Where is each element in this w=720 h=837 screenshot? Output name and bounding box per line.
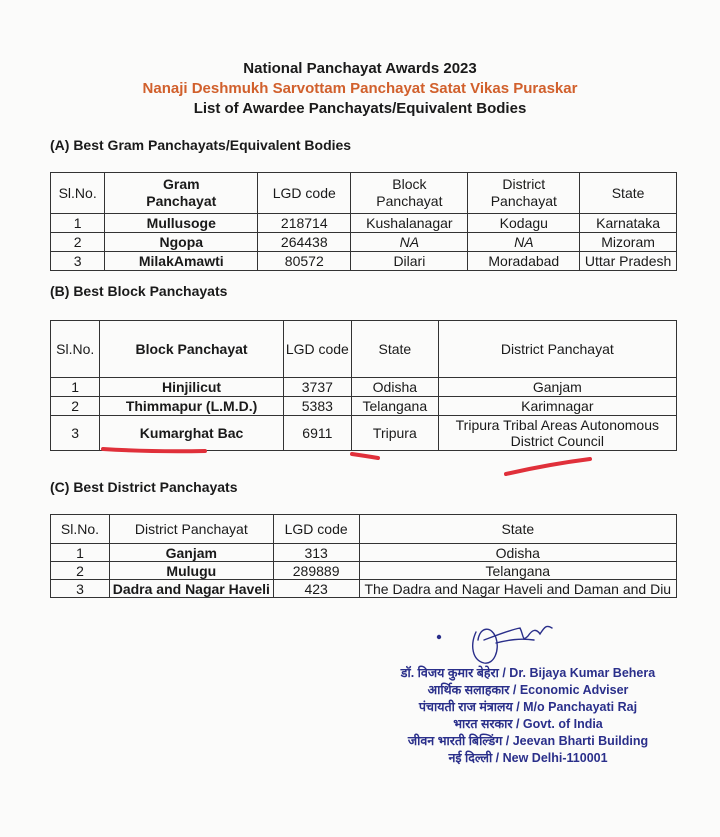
cell-district-panchayat: Ganjam xyxy=(438,378,676,397)
cell-block-panchayat: Kushalanagar xyxy=(351,214,468,233)
col-district-panchayat: District Panchayat xyxy=(109,515,273,544)
cell-state: Telangana xyxy=(359,562,676,580)
cell-gram-panchayat: MilakAmawti xyxy=(105,252,258,271)
cell-slno: 3 xyxy=(51,252,105,271)
col-district-panchayat: District Panchayat xyxy=(438,321,676,378)
award-title: National Panchayat Awards 2023 xyxy=(243,60,477,77)
cell-slno: 1 xyxy=(51,214,105,233)
cell-slno: 1 xyxy=(51,544,110,562)
cell-block-panchayat: Hinjilicut xyxy=(100,378,283,397)
cell-district-panchayat: Kodagu xyxy=(468,214,580,233)
cell-lgd-code: 6911 xyxy=(283,416,351,451)
cell-state: Odisha xyxy=(352,378,439,397)
col-state: State xyxy=(352,321,439,378)
cell-block-panchayat: NA xyxy=(351,233,468,252)
cell-slno: 2 xyxy=(51,233,105,252)
signatory-name: डॉ. विजय कुमार बेहेरा / Dr. Bijaya Kumar Behera xyxy=(400,666,656,680)
list-title: List of Awardee Panchayats/Equivalent Bodies xyxy=(193,100,527,117)
col-slno: Sl.No. xyxy=(51,173,105,214)
cell-block-panchayat: Kumarghat Bac xyxy=(100,416,283,451)
cell-lgd-code: 264438 xyxy=(258,233,351,252)
col-slno: Sl.No. xyxy=(51,321,100,378)
section-a-heading: (A) Best Gram Panchayats/Equivalent Bodies xyxy=(50,137,352,153)
cell-state: Uttar Pradesh xyxy=(580,252,677,271)
cell-district-panchayat: Mulugu xyxy=(109,562,273,580)
cell-state: Mizoram xyxy=(580,233,677,252)
cell-gram-panchayat: Ngopa xyxy=(105,233,258,252)
cell-lgd-code: 5383 xyxy=(283,397,351,416)
col-lgd-code: LGD code xyxy=(258,173,351,214)
section-c-heading: (C) Best District Panchayats xyxy=(50,479,238,495)
cell-state: Telangana xyxy=(352,397,439,416)
signatory-government: भारत सरकार / Govt. of India xyxy=(453,717,603,731)
cell-district-panchayat: Tripura Tribal Areas Autonomous District Council xyxy=(438,416,676,451)
signatory-city: नई दिल्ली / New Delhi-110001 xyxy=(448,751,608,765)
cell-district-panchayat: Karimnagar xyxy=(438,397,676,416)
cell-lgd-code: 218714 xyxy=(258,214,351,233)
cell-gram-panchayat: Mullusoge xyxy=(105,214,258,233)
cell-lgd-code: 423 xyxy=(273,580,359,598)
col-block-panchayat: Block Panchayat xyxy=(351,173,468,214)
cell-state: Tripura xyxy=(352,416,439,451)
cell-slno: 3 xyxy=(51,580,110,598)
cell-lgd-code: 80572 xyxy=(258,252,351,271)
signatory-designation: आर्थिक सलाहकार / Economic Adviser xyxy=(427,683,629,697)
cell-district-panchayat: Ganjam xyxy=(109,544,273,562)
col-district-panchayat: District Panchayat xyxy=(468,173,580,214)
signatory-block xyxy=(378,665,678,767)
signatory-building: जीवन भारती बिल्डिंग / Jeevan Bharti Building xyxy=(407,734,649,748)
cell-block-panchayat: Dilari xyxy=(351,252,468,271)
col-lgd-code: LGD code xyxy=(283,321,351,378)
award-subtitle: Nanaji Deshmukh Sarvottam Panchayat Satat Vikas Puraskar xyxy=(142,80,578,97)
cell-district-panchayat: NA xyxy=(468,233,580,252)
col-block-panchayat: Block Panchayat xyxy=(100,321,283,378)
cell-slno: 2 xyxy=(51,562,110,580)
cell-district-panchayat: Moradabad xyxy=(468,252,580,271)
col-state: State xyxy=(359,515,676,544)
cell-state: Karnataka xyxy=(580,214,677,233)
cell-block-panchayat: Thimmapur (L.M.D.) xyxy=(100,397,283,416)
cell-slno: 2 xyxy=(51,397,100,416)
cell-lgd-code: 3737 xyxy=(283,378,351,397)
cell-slno: 1 xyxy=(51,378,100,397)
section-b-heading: (B) Best Block Panchayats xyxy=(50,283,228,299)
col-lgd-code: LGD code xyxy=(273,515,359,544)
cell-slno: 3 xyxy=(51,416,100,451)
col-gram-panchayat: Gram Panchayat xyxy=(105,173,258,214)
cell-state: The Dadra and Nagar Haveli and Daman and Diu xyxy=(359,580,676,598)
col-state: State xyxy=(580,173,677,214)
cell-state: Odisha xyxy=(359,544,676,562)
col-slno: Sl.No. xyxy=(51,515,110,544)
cell-lgd-code: 289889 xyxy=(273,562,359,580)
signatory-ministry: पंचायती राज मंत्रालय / M/o Panchayati Raj xyxy=(418,700,638,714)
cell-lgd-code: 313 xyxy=(273,544,359,562)
cell-district-panchayat: Dadra and Nagar Haveli xyxy=(109,580,273,598)
